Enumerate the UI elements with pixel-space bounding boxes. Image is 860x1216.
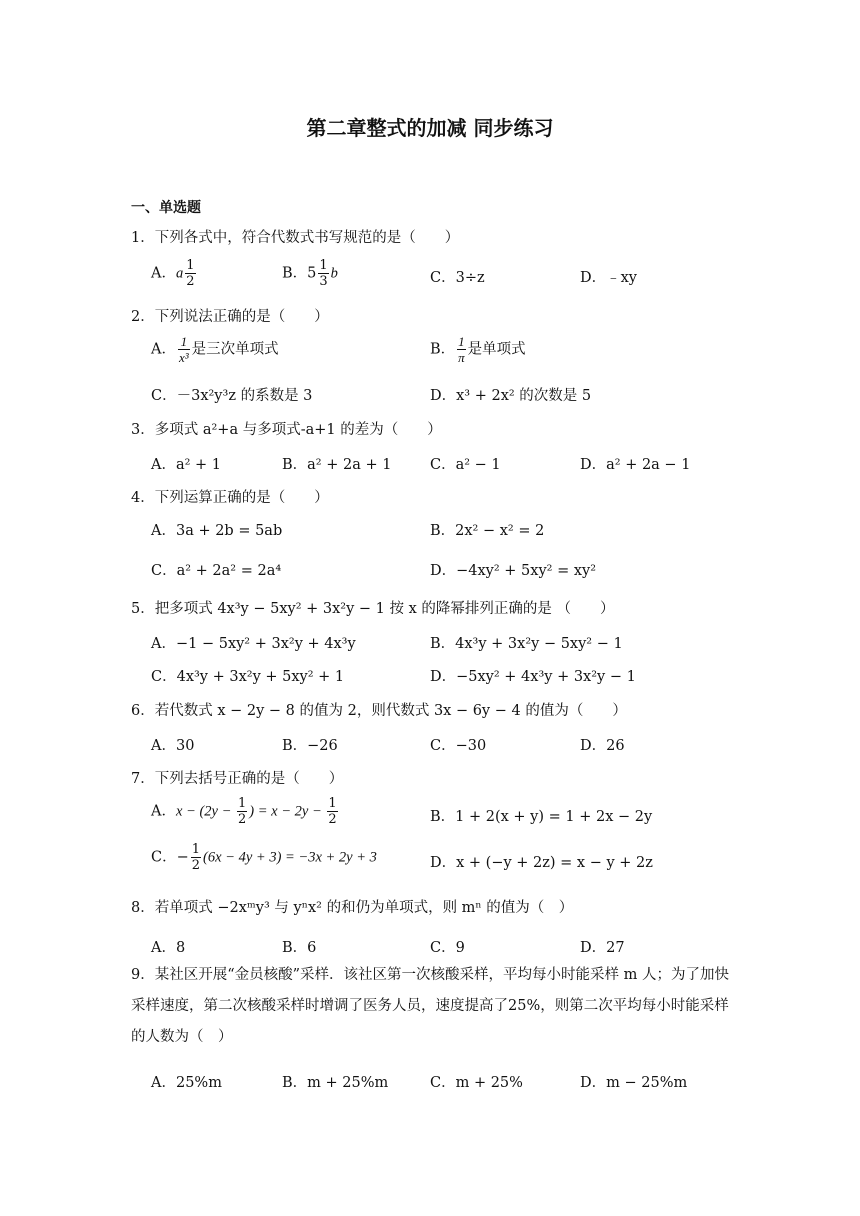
q8-option-a: A．8 bbox=[151, 940, 186, 956]
q7-option-c: C．− $\frac{1}{2}$ (6x − 4y + 3) = −3x + 2y + 3 bbox=[151, 842, 377, 873]
q4-option-c: C．a² + 2a² = 2a⁴ bbox=[151, 563, 282, 579]
q3-option-a: A．a² + 1 bbox=[151, 457, 222, 473]
q2-option-c: C．－3x²y³z 的系数是 3 bbox=[151, 388, 313, 404]
q1-option-c: C．3÷z bbox=[430, 270, 485, 286]
q2-option-a: A． $\frac{1}{\text{x³}}$ 是三次单项式 bbox=[151, 334, 279, 365]
question-5: 5．把多项式 4x³y − 5xy² + 3x²y − 1 按 x 的降幂排列正确的是 （ ） bbox=[131, 601, 615, 617]
section-heading: 一、单选题 bbox=[131, 200, 201, 216]
q1-option-b: B．5 $\frac{1}{3}$ b bbox=[282, 258, 338, 289]
q3-option-c: C．a² − 1 bbox=[430, 457, 501, 473]
q9-option-c: C．m + 25% bbox=[430, 1075, 523, 1091]
q7-option-a: A．x − (2y − $\frac{1}{2}$ ) = x − 2y − $\frac{1}{2}$ bbox=[151, 796, 337, 827]
question-4: 4．下列运算正确的是（ ） bbox=[131, 490, 329, 506]
q9-option-b: B．m + 25%m bbox=[282, 1075, 389, 1091]
q7-option-b: B．1 + 2(x + y) = 1 + 2x − 2y bbox=[430, 809, 653, 825]
question-9: 9．某社区开展“金员核酸”采样．该社区第一次核酸采样，平均每小时能采样 m 人；为了加快采样速度，第二次核酸采样时增调了医务人员，速度提高了25%，则第二次平均每小时能采样的人数为（ ） bbox=[131, 967, 730, 1045]
question-7: 7．下列去括号正确的是（ ） bbox=[131, 771, 344, 787]
q6-option-d: D．26 bbox=[580, 738, 625, 754]
q5-option-b: B．4x³y + 3x²y − 5xy² − 1 bbox=[430, 636, 623, 652]
q5-option-d: D．−5xy² + 4x³y + 3x²y − 1 bbox=[430, 669, 636, 685]
question-1: 1．下列各式中，符合代数式书写规范的是（ ） bbox=[131, 230, 460, 246]
page-title: 第二章整式的加减 同步练习 bbox=[306, 116, 554, 140]
q6-option-b: B．−26 bbox=[282, 738, 338, 754]
q8-option-c: C．9 bbox=[430, 940, 465, 956]
q5-option-c: C．4x³y + 3x²y + 5xy² + 1 bbox=[151, 669, 345, 685]
q9-option-a: A．25%m bbox=[151, 1075, 222, 1091]
q2-option-d: D．x³ + 2x² 的次数是 5 bbox=[430, 388, 592, 404]
q1-option-a: A．a $\frac{1}{2}$ bbox=[151, 258, 195, 289]
q3-option-d: D．a² + 2a − 1 bbox=[580, 457, 691, 473]
q8-option-b: B．6 bbox=[282, 940, 317, 956]
q4-option-a: A．3a + 2b = 5ab bbox=[151, 523, 283, 539]
q6-option-a: A．30 bbox=[151, 738, 195, 754]
question-8: 8．若单项式 −2xᵐy³ 与 yⁿx² 的和仍为单项式，则 mⁿ 的值为（ ） bbox=[131, 900, 574, 916]
question-2: 2．下列说法正确的是（ ） bbox=[131, 309, 329, 325]
q9-option-d: D．m − 25%m bbox=[580, 1075, 688, 1091]
q7-option-d: D．x + (−y + 2z) = x − y + 2z bbox=[430, 855, 653, 871]
q3-option-b: B．a² + 2a + 1 bbox=[282, 457, 392, 473]
q4-option-b: B．2x² − x² = 2 bbox=[430, 523, 545, 539]
q8-option-d: D．27 bbox=[580, 940, 625, 956]
q1-option-d: D．﹣xy bbox=[580, 270, 637, 286]
question-6: 6．若代数式 x − 2y − 8 的值为 2，则代数式 3x − 6y − 4 的值为（ ） bbox=[131, 703, 627, 719]
q2-option-b: B． $\frac{1}{\pi}$ 是单项式 bbox=[430, 334, 526, 365]
q5-option-a: A．−1 − 5xy² + 3x²y + 4x³y bbox=[151, 636, 356, 652]
question-3: 3．多项式 a²+a 与多项式-a+1 的差为（ ） bbox=[131, 422, 442, 438]
q4-option-d: D．−4xy² + 5xy² = xy² bbox=[430, 563, 597, 579]
q6-option-c: C．−30 bbox=[430, 738, 487, 754]
